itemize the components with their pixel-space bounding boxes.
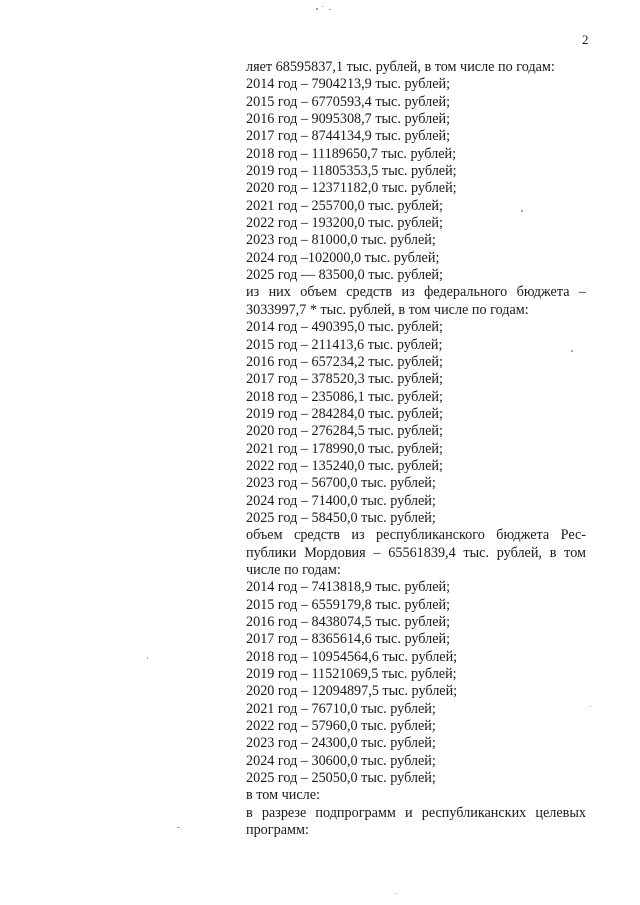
text-line: 2025 год – 25050,0 тыс. рублей;	[246, 770, 436, 787]
text-line: 2023 год – 24300,0 тыс. рублей;	[246, 735, 436, 752]
scan-speck	[322, 6, 323, 7]
scan-speck	[316, 8, 318, 10]
text-line: 2019 год – 11805353,5 тыс. рублей;	[246, 163, 457, 180]
text-line: 2016 год – 8438074,5 тыс. рублей;	[246, 614, 451, 630]
text-line: в разрезе подпрограмм и республиканских целевых	[246, 804, 586, 821]
text-line: 2014 год – 7904213,9 тыс. рублей;	[246, 76, 451, 93]
text-line: 2016 год – 9095308,7 тыс. рублей;	[246, 111, 451, 128]
scan-speck	[521, 210, 523, 212]
text-line: 2023 год – 56700,0 тыс. рублей;	[246, 475, 436, 492]
text-line: 2018 год – 235086,1 тыс. рублей;	[246, 388, 443, 405]
text-line: 2023 год – 81000,0 тыс. рублей;	[246, 232, 436, 249]
document-body	[246, 59, 586, 839]
text-line: 2015 год – 6559179,8 тыс. рублей;	[246, 596, 451, 613]
text-line: 2017 год – 378520,3 тыс. рублей;	[246, 371, 443, 388]
text-line: 2024 год –102000,0 тыс. рублей;	[246, 249, 440, 266]
text-line: в том числе:	[246, 787, 320, 804]
text-line: 2025 год — 83500,0 тыс. рублей;	[246, 267, 443, 284]
scan-speck	[396, 893, 397, 894]
scan-speck	[571, 350, 573, 352]
text-line: 2014 год – 490395,0 тыс. рублей;	[246, 319, 443, 336]
scan-speck	[329, 9, 331, 10]
text-line: 3033997,7 * тыс. рублей, в том числе по годам:	[246, 301, 529, 318]
text-line: 2017 год – 8744134,9 тыс. рублей;	[246, 128, 451, 145]
text-line: 2021 год – 255700,0 тыс. рублей;	[246, 197, 443, 214]
text-line: 2020 год – 12371182,0 тыс. рублей;	[246, 180, 457, 197]
text-line: 2022 год – 57960,0 тыс. рублей;	[246, 718, 436, 735]
text-line: из них объем средств из федерального бюджета –	[246, 284, 586, 301]
text-line: 2019 год – 11521069,5 тыс. рублей;	[246, 666, 457, 683]
text-line: 2018 год – 11189650,7 тыс. рублей;	[246, 145, 457, 162]
text-line: ляет 68595837,1 тыс. рублей, в том числе по годам:	[246, 59, 555, 75]
text-line: 2016 год – 657234,2 тыс. рублей;	[246, 353, 443, 370]
text-line: 2024 год – 71400,0 тыс. рублей;	[246, 492, 436, 509]
text-line: объем средств из республиканского бюджета Рес-	[246, 527, 586, 544]
text-line: 2017 год – 8365614,6 тыс. рублей;	[246, 631, 451, 648]
text-line: 2021 год – 178990,0 тыс. рублей;	[246, 440, 443, 457]
text-line: 2021 год – 76710,0 тыс. рублей;	[246, 700, 436, 717]
text-line: 2022 год – 193200,0 тыс. рублей;	[246, 215, 443, 232]
text-line: числе по годам:	[246, 561, 341, 578]
scan-speck	[147, 657, 148, 659]
text-line: 2025 год – 58450,0 тыс. рублей;	[246, 509, 436, 526]
text-line: программ:	[246, 822, 309, 839]
text-line: 2022 год – 135240,0 тыс. рублей;	[246, 457, 443, 474]
text-line: 2020 год – 276284,5 тыс. рублей;	[246, 423, 443, 440]
text-line: публики Мордовия – 65561839,4 тыс. рублей, в том	[246, 544, 586, 561]
page-number: 2	[582, 32, 589, 47]
text-line: 2015 год – 6770593,4 тыс. рублей;	[246, 93, 451, 110]
text-line: 2024 год – 30600,0 тыс. рублей;	[246, 752, 436, 769]
text-line: 2019 год – 284284,0 тыс. рублей;	[246, 405, 443, 422]
text-line: 2018 год – 10954564,6 тыс. рублей;	[246, 648, 458, 665]
text-line: 2014 год – 7413818,9 тыс. рублей;	[246, 579, 451, 596]
text-line: 2020 год – 12094897,5 тыс. рублей;	[246, 683, 458, 700]
scan-speck	[590, 706, 591, 707]
scan-speck	[177, 827, 180, 828]
text-line: 2015 год – 211413,6 тыс. рублей;	[246, 336, 443, 353]
